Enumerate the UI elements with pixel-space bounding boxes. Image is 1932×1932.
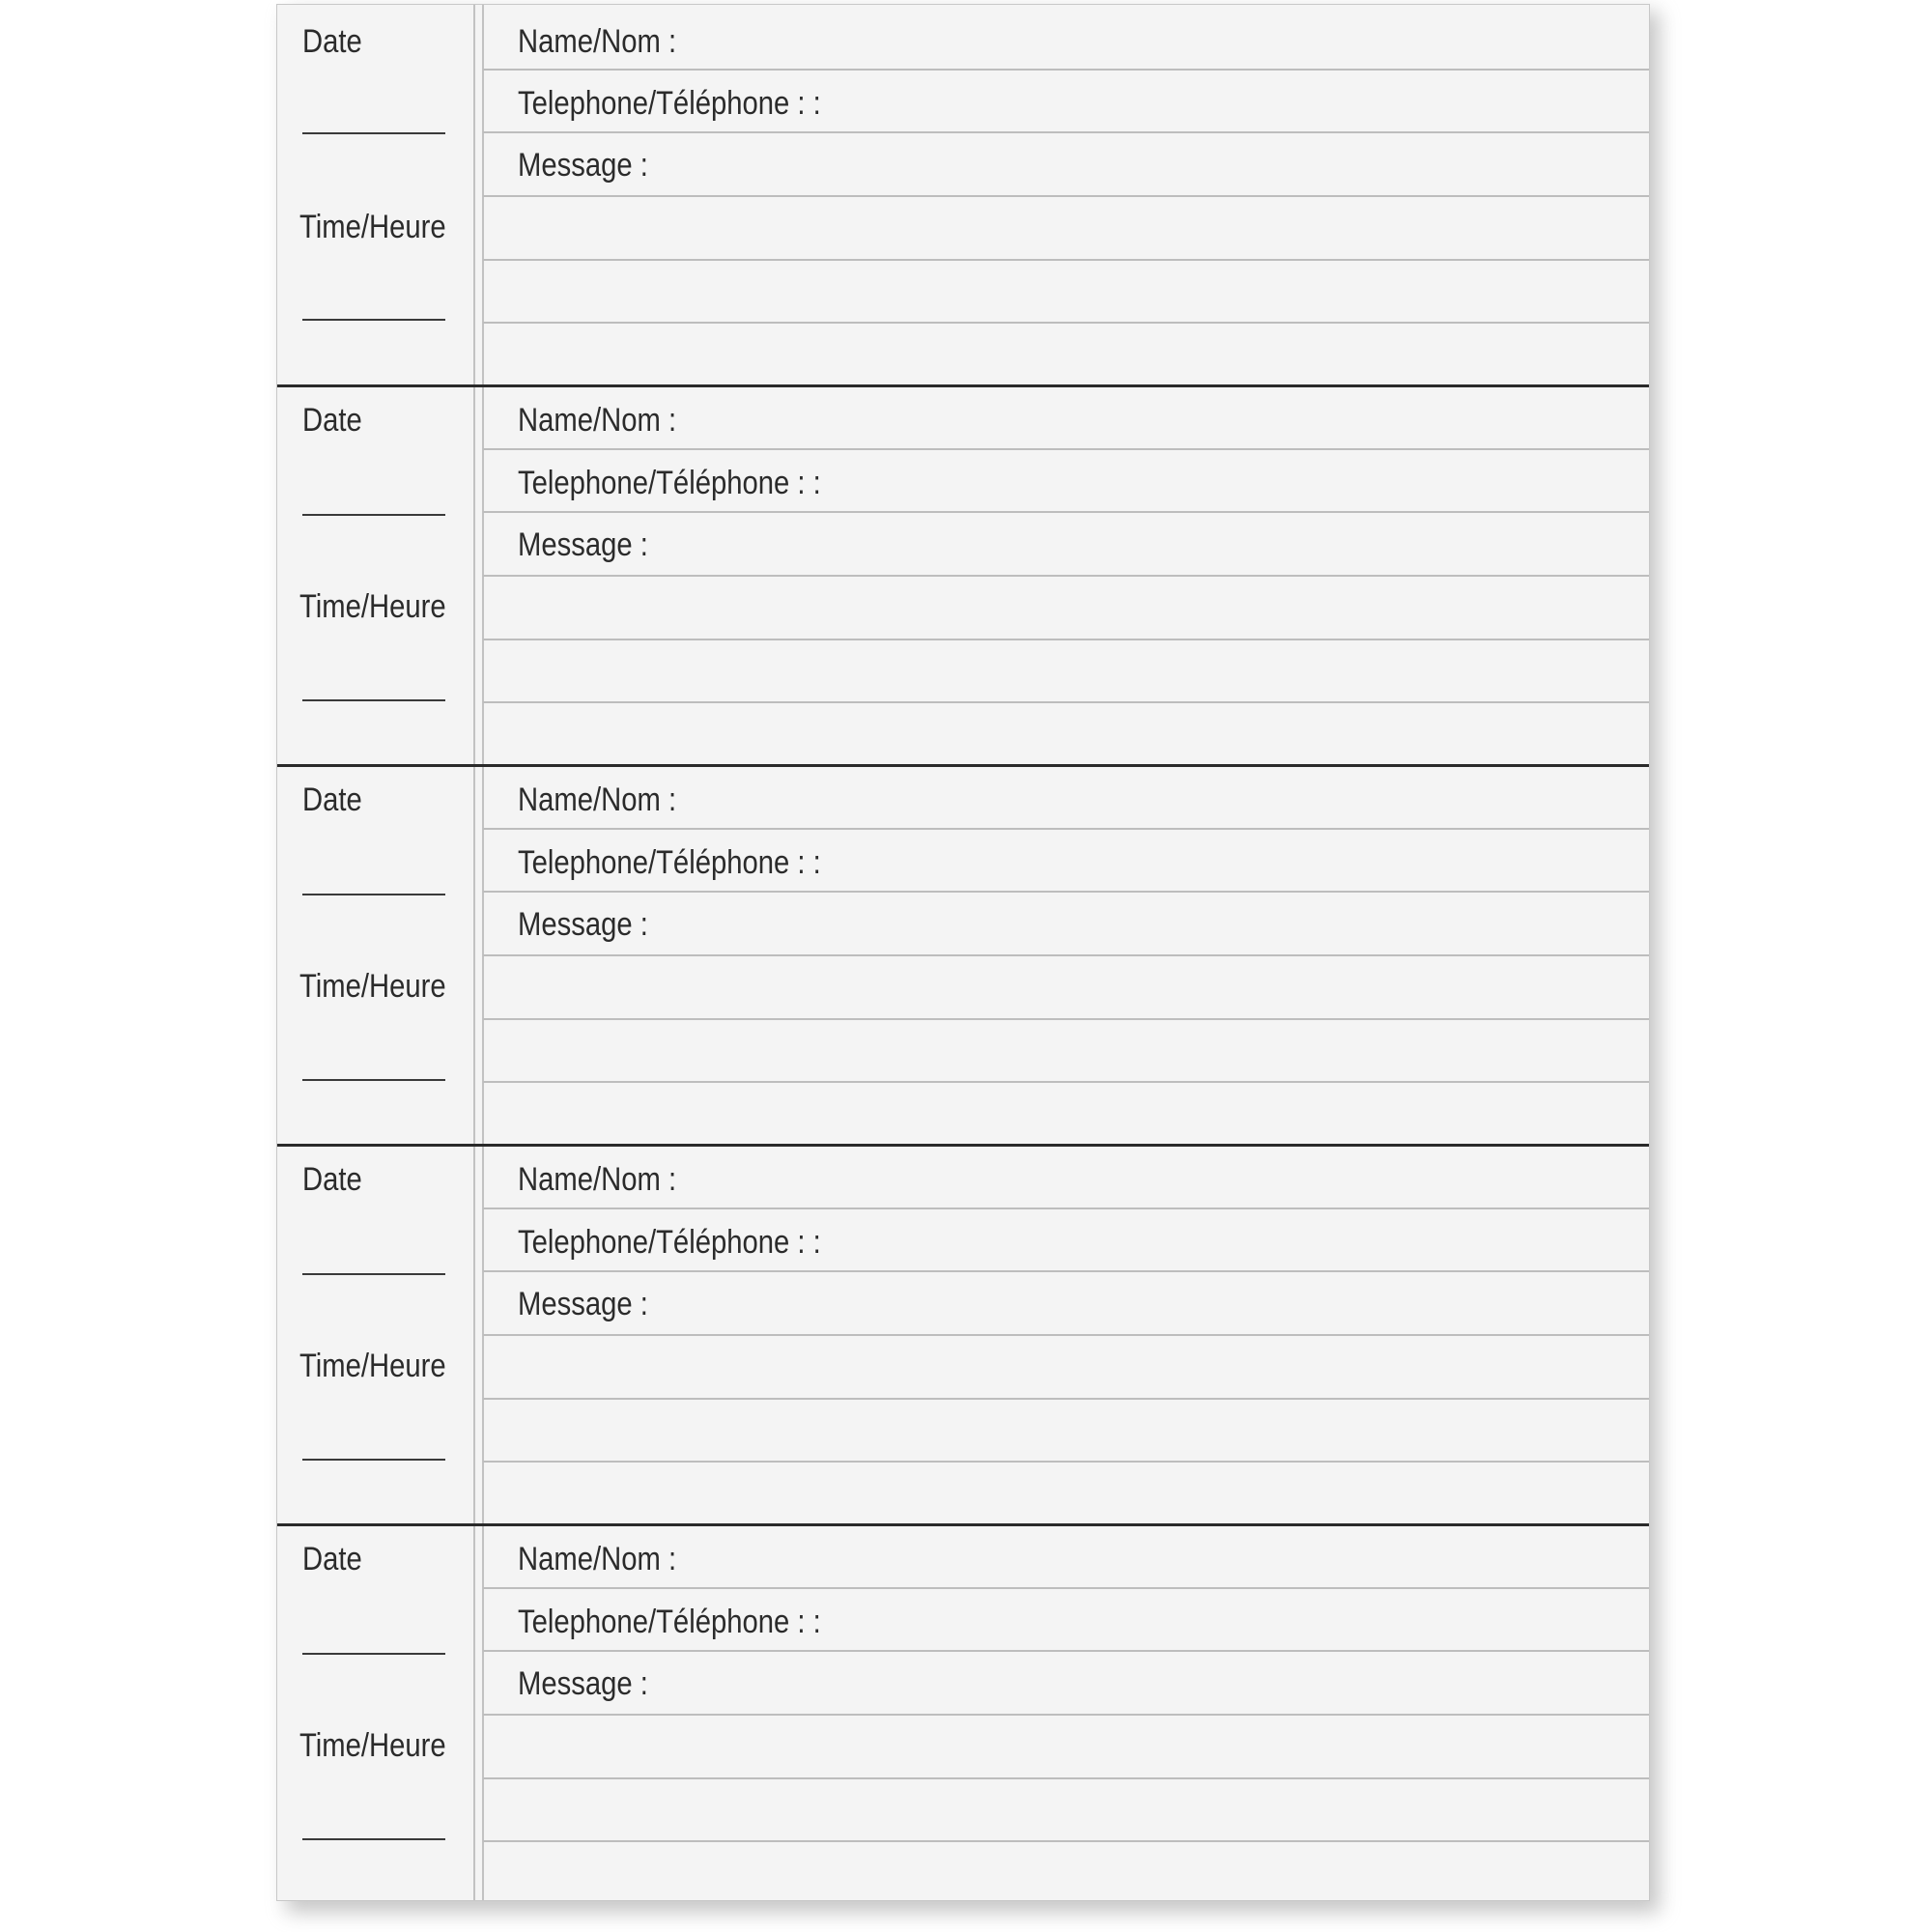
time-field[interactable] xyxy=(302,1838,445,1840)
time-field[interactable] xyxy=(302,1079,445,1081)
phone-label: Telephone/Téléphone : : xyxy=(518,85,821,122)
name-field[interactable] xyxy=(483,1587,1649,1589)
phone-field[interactable] xyxy=(483,891,1649,893)
message-label: Message : xyxy=(518,147,648,184)
message-line[interactable] xyxy=(483,1334,1649,1336)
name-field[interactable] xyxy=(483,69,1649,71)
message-line[interactable] xyxy=(483,1777,1649,1779)
message-label: Message : xyxy=(518,526,648,563)
phone-field[interactable] xyxy=(483,511,1649,513)
phone-label: Telephone/Téléphone : : xyxy=(518,1604,821,1640)
phone-field[interactable] xyxy=(483,1270,1649,1272)
time-label: Time/Heure xyxy=(299,968,446,1005)
name-label: Name/Nom : xyxy=(518,781,677,818)
date-label: Date xyxy=(302,1541,362,1577)
name-label: Name/Nom : xyxy=(518,1161,677,1198)
time-label: Time/Heure xyxy=(299,209,446,245)
message-line[interactable] xyxy=(483,322,1649,324)
phone-label: Telephone/Téléphone : : xyxy=(518,1224,821,1261)
date-field[interactable] xyxy=(302,894,445,895)
message-line[interactable] xyxy=(483,954,1649,956)
phone-field[interactable] xyxy=(483,1650,1649,1652)
message-line[interactable] xyxy=(483,701,1649,703)
message-label: Message : xyxy=(518,1665,648,1702)
message-line[interactable] xyxy=(483,195,1649,197)
name-field[interactable] xyxy=(483,1208,1649,1209)
time-field[interactable] xyxy=(302,319,445,321)
message-entry xyxy=(277,5,1649,384)
phone-message-page xyxy=(276,4,1650,1901)
name-label: Name/Nom : xyxy=(518,402,677,439)
message-line[interactable] xyxy=(483,639,1649,640)
time-label: Time/Heure xyxy=(299,588,446,625)
name-label: Name/Nom : xyxy=(518,1541,677,1577)
message-entry xyxy=(277,1144,1649,1526)
date-field[interactable] xyxy=(302,132,445,134)
date-label: Date xyxy=(302,1161,362,1198)
message-line[interactable] xyxy=(483,1398,1649,1400)
date-field[interactable] xyxy=(302,1653,445,1655)
name-field[interactable] xyxy=(483,828,1649,830)
name-field[interactable] xyxy=(483,448,1649,450)
message-line[interactable] xyxy=(483,1018,1649,1020)
message-entry xyxy=(277,1523,1649,1906)
date-field[interactable] xyxy=(302,1273,445,1275)
message-line[interactable] xyxy=(483,575,1649,577)
phone-label: Telephone/Téléphone : : xyxy=(518,844,821,881)
date-label: Date xyxy=(302,23,362,60)
date-field[interactable] xyxy=(302,514,445,516)
date-label: Date xyxy=(302,781,362,818)
phone-field[interactable] xyxy=(483,131,1649,133)
date-label: Date xyxy=(302,402,362,439)
time-field[interactable] xyxy=(302,1459,445,1461)
time-field[interactable] xyxy=(302,699,445,701)
message-line[interactable] xyxy=(483,1714,1649,1716)
message-line[interactable] xyxy=(483,1081,1649,1083)
message-label: Message : xyxy=(518,906,648,943)
message-entry xyxy=(277,764,1649,1147)
message-entry xyxy=(277,384,1649,767)
name-label: Name/Nom : xyxy=(518,23,677,60)
time-label: Time/Heure xyxy=(299,1348,446,1384)
message-line[interactable] xyxy=(483,1840,1649,1842)
message-label: Message : xyxy=(518,1286,648,1322)
message-line[interactable] xyxy=(483,1461,1649,1463)
time-label: Time/Heure xyxy=(299,1727,446,1764)
message-line[interactable] xyxy=(483,259,1649,261)
phone-label: Telephone/Téléphone : : xyxy=(518,465,821,501)
